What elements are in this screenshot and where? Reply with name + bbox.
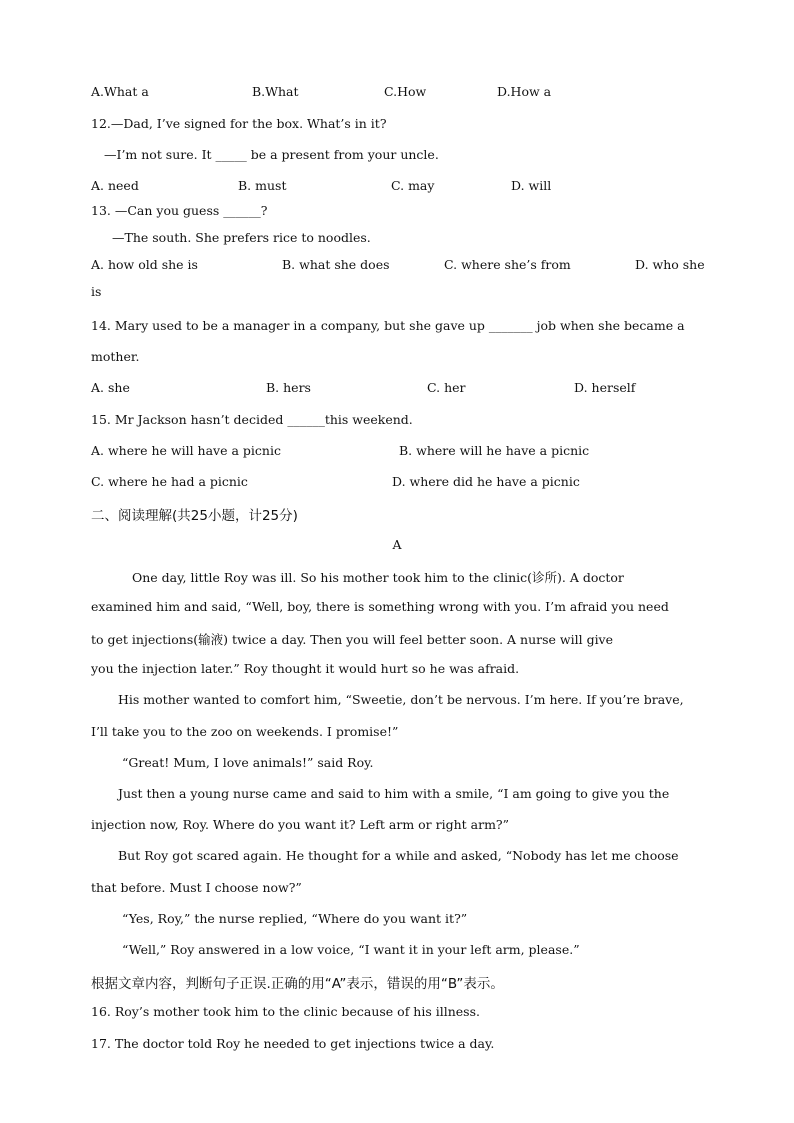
q14-option-c: C. her [427, 380, 466, 395]
passage-line: His mother wanted to comfort him, “Sweetie, don’t be nervous. I’m here. If you’re brave, [118, 692, 684, 707]
q11-option-c: C.How [384, 84, 427, 99]
passage-line: that before. Must I choose now?” [91, 880, 302, 895]
passage-line: to get injections(输液) twice a day. Then you will feel better soon. A nurse will give [91, 632, 614, 647]
q14-option-b: B. hers [266, 380, 311, 395]
passage-line: you the injection later.” Roy thought it would hurt so he was afraid. [91, 661, 520, 676]
q11-option-d: D.How a [497, 84, 552, 99]
passage-line: examined him and said, “Well, boy, there is something wrong with you. I’m afraid you need [91, 599, 669, 614]
q15-option-a: A. where he will have a picnic [91, 443, 281, 458]
q11-option-b: B.What [252, 84, 299, 99]
q16-statement: 16. Roy’s mother took him to the clinic because of his illness. [91, 1004, 480, 1019]
q13-option-a: A. how old she is [91, 257, 198, 272]
q15-option-b: B. where will he have a picnic [399, 443, 590, 458]
q14-stem-line1: 14. Mary used to be a manager in a company, but she gave up _______ job when she became a [91, 318, 685, 333]
section-heading: 二、阅读理解(共25小题，计25分) [91, 508, 298, 524]
passage-line: “Great! Mum, I love animals!” said Roy. [122, 755, 374, 770]
q12-option-b: B. must [238, 178, 287, 193]
q12-option-c: C. may [391, 178, 435, 193]
q15-option-c: C. where he had a picnic [91, 474, 248, 489]
passage-line: “Well,” Roy answered in a low voice, “I want it in your left arm, please.” [122, 942, 580, 957]
q14-option-a: A. she [91, 380, 130, 395]
passage-line: I’ll take you to the zoo on weekends. I promise!” [91, 724, 399, 739]
q13-option-d: D. who she [635, 257, 705, 272]
tf-instruction: 根据文章内容，判断句子正误.正确的用“A”表示，错误的用“B”表示。 [91, 976, 504, 992]
q12-reply: —I’m not sure. It _____ be a present from your uncle. [104, 147, 439, 162]
q13-option-c: C. where she’s from [444, 257, 571, 272]
q15-option-d: D. where did he have a picnic [392, 474, 580, 489]
q12-option-a: A. need [91, 178, 139, 193]
q12-option-d: D. will [511, 178, 552, 193]
q11-option-a: A.What a [91, 84, 149, 99]
passage-line: But Roy got scared again. He thought for a while and asked, “Nobody has let me choose [118, 848, 679, 863]
passage-label: A [392, 537, 402, 552]
passage-line: Just then a young nurse came and said to him with a smile, “I am going to give you the [118, 786, 670, 801]
q13-option-b: B. what she does [282, 257, 390, 272]
q12-stem: 12.—Dad, I’ve signed for the box. What’s in it? [91, 116, 387, 131]
passage-line: One day, little Roy was ill. So his mother took him to the clinic(诊所). A doctor [132, 570, 624, 585]
q13-stem: 13. —Can you guess ______? [91, 203, 268, 218]
q13-option-d-wrap: is [91, 284, 102, 299]
passage-line: “Yes, Roy,” the nurse replied, “Where do you want it?” [122, 911, 468, 926]
q14-stem-line2: mother. [91, 349, 140, 364]
passage-line: injection now, Roy. Where do you want it? Left arm or right arm?” [91, 817, 510, 832]
q13-reply: —The south. She prefers rice to noodles. [112, 230, 371, 245]
q17-statement: 17. The doctor told Roy he needed to get injections twice a day. [91, 1036, 495, 1051]
q15-stem: 15. Mr Jackson hasn’t decided ______this weekend. [91, 412, 413, 427]
q14-option-d: D. herself [574, 380, 636, 395]
